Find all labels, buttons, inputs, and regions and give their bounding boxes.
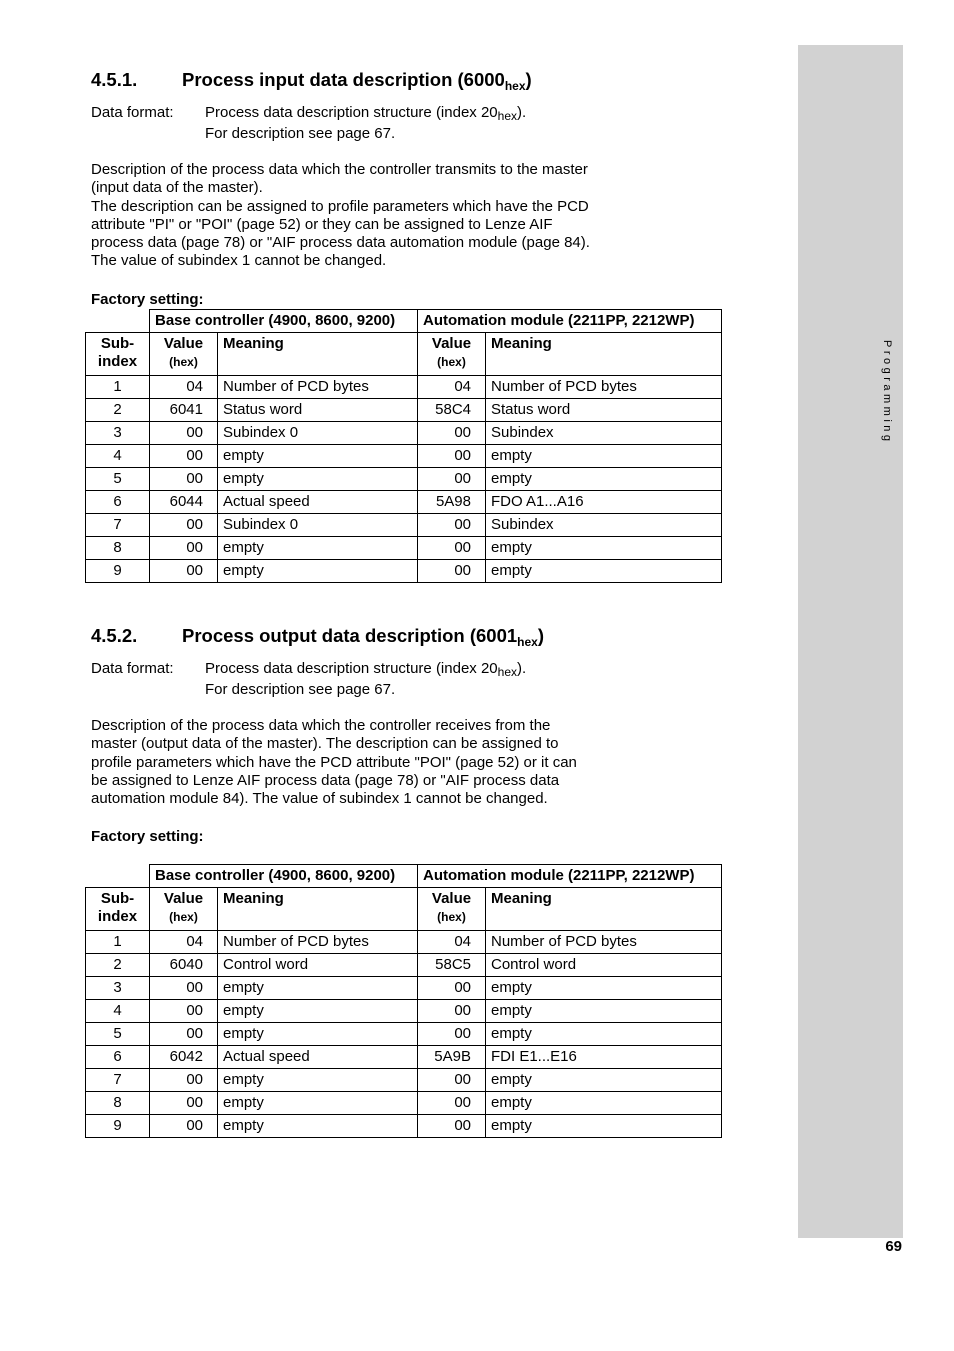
cell-subindex: 8 (86, 1092, 150, 1115)
group-automation-module: Automation module (2211PP, 2212WP) (418, 865, 722, 888)
cell-base-meaning: empty (218, 445, 418, 468)
cell-module-value: 00 (418, 1115, 486, 1138)
table-row (86, 954, 722, 977)
cell-base-meaning: Actual speed (218, 491, 418, 514)
cell-base-value: 6040 (150, 954, 218, 977)
cell-base-meaning: Number of PCD bytes (218, 931, 418, 954)
factory-setting-label: Factory setting: (91, 828, 204, 846)
col-subindex: Sub-index (86, 888, 150, 931)
cell-module-meaning: FDI E1...E16 (486, 1046, 722, 1069)
cell-module-meaning: Control word (486, 954, 722, 977)
cell-module-value: 00 (418, 1000, 486, 1023)
cell-base-meaning: Status word (218, 399, 418, 422)
table-row (86, 560, 722, 583)
cell-module-meaning: empty (486, 977, 722, 1000)
col-value: Value (hex) (150, 888, 218, 931)
cell-module-value: 04 (418, 376, 486, 399)
cell-module-meaning: empty (486, 537, 722, 560)
table-row (86, 1023, 722, 1046)
cell-subindex: 5 (86, 1023, 150, 1046)
cell-subindex: 9 (86, 560, 150, 583)
cell-subindex: 7 (86, 514, 150, 537)
cell-base-meaning: empty (218, 1069, 418, 1092)
group-base-controller: Base controller (4900, 8600, 9200) (150, 865, 418, 888)
table-group-header (86, 865, 722, 888)
table-row (86, 399, 722, 422)
col-value: Value (hex) (418, 333, 486, 376)
cell-subindex: 9 (86, 1115, 150, 1138)
cell-base-meaning: empty (218, 537, 418, 560)
cell-base-meaning: empty (218, 468, 418, 491)
cell-module-value: 58C5 (418, 954, 486, 977)
cell-base-value: 00 (150, 445, 218, 468)
factory-setting-table (85, 864, 722, 1138)
col-meaning: Meaning (486, 333, 722, 376)
cell-module-meaning: empty (486, 560, 722, 583)
cell-module-value: 00 (418, 1069, 486, 1092)
description: Description of the process data which the controller transmits to the master (input data of the master). The description can be assigned to profile parameters which have the PCD attribute "PI" or "POI" (page 52) or they can be assigned to Lenze AIF process data (page 78) or "AIF process data automation module (page 84). The value of subindex 1 cannot be changed. (91, 161, 590, 270)
group-base-controller: Base controller (4900, 8600, 9200) (150, 310, 418, 333)
cell-module-meaning: empty (486, 468, 722, 491)
group-automation-module: Automation module (2211PP, 2212WP) (418, 310, 722, 333)
cell-module-value: 00 (418, 537, 486, 560)
factory-setting-table (85, 309, 722, 583)
cell-module-value: 04 (418, 931, 486, 954)
cell-base-value: 00 (150, 422, 218, 445)
cell-base-value: 00 (150, 468, 218, 491)
col-value: Value (hex) (150, 333, 218, 376)
cell-module-value: 5A9B (418, 1046, 486, 1069)
cell-base-value: 6041 (150, 399, 218, 422)
cell-base-value: 00 (150, 1023, 218, 1046)
cell-module-meaning: empty (486, 1092, 722, 1115)
cell-subindex: 6 (86, 491, 150, 514)
cell-base-value: 00 (150, 537, 218, 560)
table-column-header (86, 888, 722, 931)
col-meaning: Meaning (218, 333, 418, 376)
cell-base-meaning: empty (218, 560, 418, 583)
section-heading: 4.5.2. Process output data description $(6001_{hex})$ (91, 625, 545, 649)
cell-module-meaning: empty (486, 1115, 722, 1138)
table-group-header (86, 310, 722, 333)
chapter-label (881, 340, 893, 380)
col-subindex: Sub-index (86, 333, 150, 376)
cell-base-meaning: empty (218, 1023, 418, 1046)
table-row (86, 931, 722, 954)
factory-setting-label: Factory setting: (91, 290, 204, 308)
table-row (86, 376, 722, 399)
section-process-input (91, 68, 731, 309)
empty-corner (86, 310, 150, 333)
cell-subindex: 5 (86, 468, 150, 491)
cell-module-value: 00 (418, 514, 486, 537)
description: Description of the process data which the controller receives from the master (output data of the master). The description can be assigned to profile parameters which have the PCD attribute "POI" (page 52) or it can be assigned to Lenze AIF process data (page 78) or "AIF process data automation module 84). The value of subindex 1 cannot be changed. (91, 717, 577, 808)
cell-module-value: 00 (418, 1092, 486, 1115)
cell-base-meaning: empty (218, 1092, 418, 1115)
cell-base-value: 00 (150, 560, 218, 583)
cell-module-meaning: Number of PCD bytes (486, 931, 722, 954)
cell-base-meaning: Control word (218, 954, 418, 977)
table-row (86, 422, 722, 445)
data-format: Data format: Process data description structure (index $20_{hex}$). For description see page 67. (91, 104, 527, 142)
table-column-header (86, 333, 722, 376)
cell-base-meaning: empty (218, 1115, 418, 1138)
table-row (86, 1115, 722, 1138)
cell-base-value: 6042 (150, 1046, 218, 1069)
cell-base-meaning: empty (218, 1000, 418, 1023)
cell-module-meaning: Subindex (486, 514, 722, 537)
page-number: 69 (885, 1238, 902, 1255)
cell-base-meaning: empty (218, 977, 418, 1000)
cell-subindex: 3 (86, 422, 150, 445)
cell-base-meaning: Subindex 0 (218, 422, 418, 445)
table-row (86, 514, 722, 537)
table-row (86, 1046, 722, 1069)
col-value: Value (hex) (418, 888, 486, 931)
cell-subindex: 4 (86, 445, 150, 468)
chapter-sidebar (798, 45, 903, 1238)
cell-subindex: 8 (86, 537, 150, 560)
section-process-output (91, 624, 731, 846)
col-meaning: Meaning (486, 888, 722, 931)
section-heading: 4.5.1. Process input data description $(6000_{hex})$ (91, 69, 532, 93)
cell-module-value: 5A98 (418, 491, 486, 514)
cell-module-meaning: empty (486, 1069, 722, 1092)
cell-base-meaning: Subindex 0 (218, 514, 418, 537)
cell-subindex: 7 (86, 1069, 150, 1092)
table-row (86, 1092, 722, 1115)
cell-subindex: 3 (86, 977, 150, 1000)
cell-module-value: 00 (418, 422, 486, 445)
cell-base-value: 00 (150, 1069, 218, 1092)
table-row (86, 1069, 722, 1092)
cell-subindex: 1 (86, 931, 150, 954)
table-row (86, 977, 722, 1000)
cell-module-value: 00 (418, 445, 486, 468)
cell-module-meaning: FDO A1...A16 (486, 491, 722, 514)
cell-base-value: 00 (150, 1115, 218, 1138)
col-meaning: Meaning (218, 888, 418, 931)
data-format: Data format: Process data description structure (index $20_{hex}$). For description see page 67. (91, 660, 527, 698)
cell-base-meaning: Actual speed (218, 1046, 418, 1069)
cell-module-value: 00 (418, 468, 486, 491)
table-row (86, 491, 722, 514)
table-row (86, 445, 722, 468)
cell-module-value: 58C4 (418, 399, 486, 422)
cell-base-value: 00 (150, 1000, 218, 1023)
cell-subindex: 4 (86, 1000, 150, 1023)
empty-corner (86, 865, 150, 888)
cell-subindex: 2 (86, 954, 150, 977)
cell-module-meaning: empty (486, 1023, 722, 1046)
cell-subindex: 6 (86, 1046, 150, 1069)
cell-subindex: 1 (86, 376, 150, 399)
cell-base-value: 00 (150, 977, 218, 1000)
cell-module-value: 00 (418, 1023, 486, 1046)
cell-module-meaning: empty (486, 445, 722, 468)
cell-module-meaning: Subindex (486, 422, 722, 445)
cell-module-value: 00 (418, 560, 486, 583)
cell-base-value: 6044 (150, 491, 218, 514)
table-row (86, 468, 722, 491)
cell-module-meaning: empty (486, 1000, 722, 1023)
cell-subindex: 2 (86, 399, 150, 422)
table-row (86, 537, 722, 560)
cell-base-value: 04 (150, 376, 218, 399)
cell-module-meaning: Number of PCD bytes (486, 376, 722, 399)
table-row (86, 1000, 722, 1023)
cell-module-meaning: Status word (486, 399, 722, 422)
cell-base-meaning: Number of PCD bytes (218, 376, 418, 399)
cell-module-value: 00 (418, 977, 486, 1000)
cell-base-value: 04 (150, 931, 218, 954)
cell-base-value: 00 (150, 514, 218, 537)
cell-base-value: 00 (150, 1092, 218, 1115)
